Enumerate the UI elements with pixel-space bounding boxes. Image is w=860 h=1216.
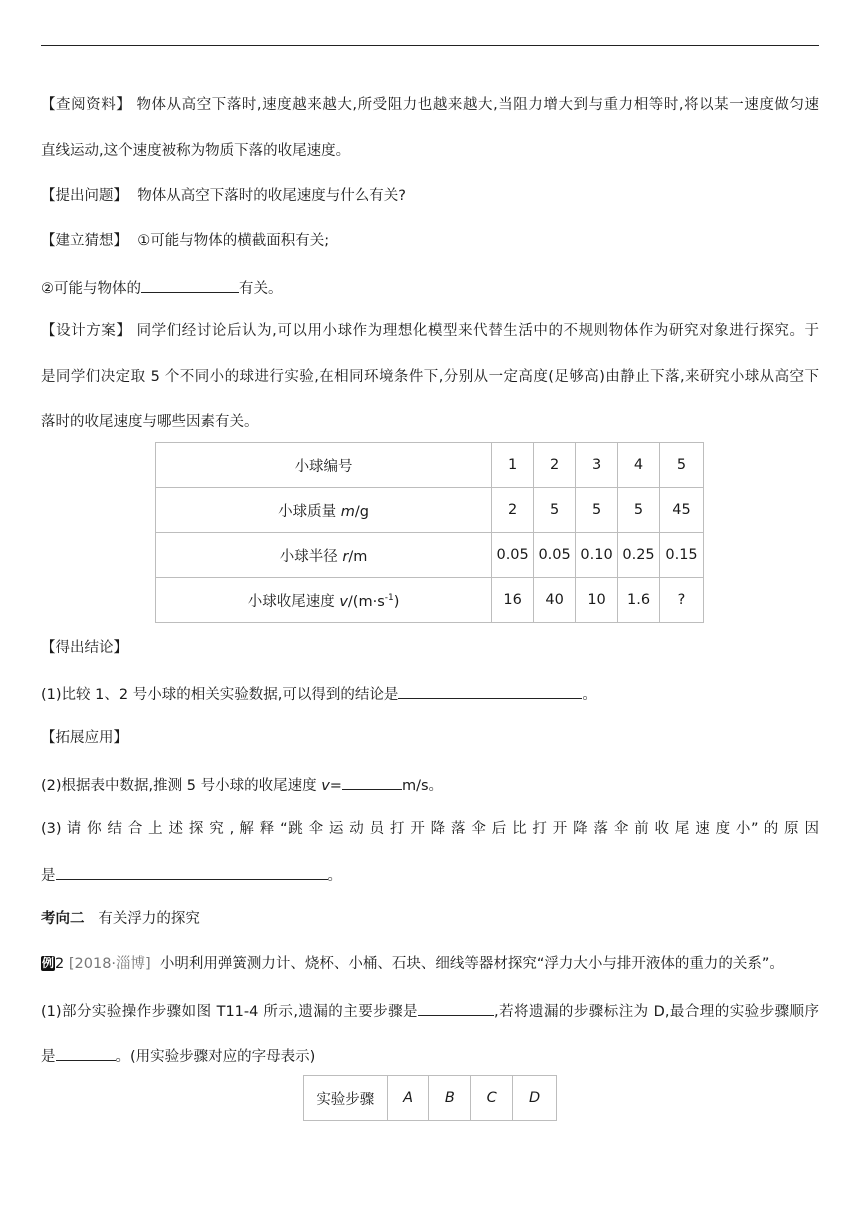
step-cell: B bbox=[429, 1076, 471, 1121]
paragraph-design-line2: 是同学们决定取 5 个不同小的球进行实验,在相同环境条件下,分别从一定高度(足够高)由静止下落,来研究小球从高空下 bbox=[41, 369, 819, 385]
question-2: (2)根据表中数据,推测 5 号小球的收尾速度 v= m/s。 bbox=[41, 774, 819, 796]
answer-blank-q4a bbox=[418, 1000, 494, 1016]
section-heading-2 bbox=[41, 909, 819, 929]
table-row bbox=[156, 443, 704, 488]
table-cell: 0.25 bbox=[618, 533, 660, 578]
table-cell: 5 bbox=[660, 443, 704, 488]
ball-data-table bbox=[155, 442, 704, 623]
table-cell: 3 bbox=[576, 443, 618, 488]
table-cell: 0.05 bbox=[534, 533, 576, 578]
section-tag-conclusion: 【得出结论】 bbox=[41, 640, 128, 656]
example-number: 2 bbox=[55, 956, 65, 972]
table-cell: 5 bbox=[576, 488, 618, 533]
question-3-line2: 是 。 bbox=[41, 864, 819, 886]
table-cell: 5 bbox=[618, 488, 660, 533]
table-row bbox=[156, 533, 704, 578]
example-source: [2018·淄博] bbox=[68, 956, 151, 972]
paragraph-design-line1: 【设计方案】 同学们经讨论后认为,可以用小球作为理想化模型来代替生活中的不规则物体作为研究对象进行探究。于 bbox=[41, 323, 820, 339]
table-cell: ? bbox=[660, 578, 704, 623]
question-4-line1: (1)部分实验操作步骤如图 T11-4 所示,遗漏的主要步骤是 ,若将遗漏的步骤标注为 D,最合理的实验步骤顺序 bbox=[41, 1000, 819, 1022]
table-cell: 40 bbox=[534, 578, 576, 623]
paragraph-research-line2: 直线运动,这个速度被称为物质下落的收尾速度。 bbox=[41, 143, 351, 159]
table-cell: 2 bbox=[534, 443, 576, 488]
table-cell: 45 bbox=[660, 488, 704, 533]
table-cell: 0.15 bbox=[660, 533, 704, 578]
section-title: 有关浮力的探究 bbox=[98, 911, 200, 927]
table-cell: 1 bbox=[492, 443, 534, 488]
answer-blank-q4b bbox=[56, 1045, 116, 1061]
example-2-intro: 例2 [2018·淄博] 小明利用弹簧测力计、烧杯、小桶、石块、细线等器材探究“浮力大小与排开液体的重力的关系”。 bbox=[42, 956, 784, 972]
paragraph-research-line1: 【查阅资料】 物体从高空下落时,速度越来越大,所受阻力也越来越大,当阻力增大到与重力相等时,将以某一速度做匀速 bbox=[41, 97, 820, 113]
answer-blank-q2 bbox=[342, 774, 402, 790]
section-label: 考向二 bbox=[41, 911, 85, 927]
table-cell: 16 bbox=[492, 578, 534, 623]
row-label: 小球收尾速度 $v/(m\cdot s^{-1})$ bbox=[156, 578, 492, 623]
paragraph-hypothesis-2: ②可能与物体的 有关。 bbox=[41, 277, 819, 299]
row-label: 小球编号 bbox=[156, 443, 492, 488]
question-1: (1)比较 1、2 号小球的相关实验数据,可以得到的结论是 。 bbox=[41, 683, 819, 705]
table-row bbox=[156, 578, 704, 623]
table-row bbox=[156, 488, 704, 533]
answer-blank-hypothesis bbox=[141, 277, 239, 293]
row-label: 小球质量 m/g bbox=[156, 488, 492, 533]
table-cell: 5 bbox=[534, 488, 576, 533]
table-cell: 4 bbox=[618, 443, 660, 488]
answer-blank-q3 bbox=[56, 864, 328, 880]
question-3-line1: (3) 请 你 结 合 上 述 探 究 , 解 释 “跳 伞 运 动 员 打 开 降 落 伞 后 比 打 开 降 落 伞 前 收 尾 速 度 小” 的 原 因 bbox=[41, 821, 819, 837]
step-cell: A bbox=[387, 1076, 429, 1121]
example-badge: 例 bbox=[42, 956, 55, 970]
answer-blank-q1 bbox=[398, 683, 582, 699]
row-label: 小球半径 r/m bbox=[156, 533, 492, 578]
step-cell: C bbox=[471, 1076, 513, 1121]
section-tag-hypothesis: 【建立猜想】 bbox=[41, 233, 128, 249]
paragraph-hypothesis: 【建立猜想】 ①可能与物体的横截面积有关; bbox=[41, 233, 330, 249]
step-cell: D bbox=[513, 1076, 557, 1121]
question-4-line2: 是 。(用实验步骤对应的字母表示) bbox=[41, 1045, 819, 1067]
table-cell: 0.05 bbox=[492, 533, 534, 578]
table-cell: 2 bbox=[492, 488, 534, 533]
table-cell: 0.10 bbox=[576, 533, 618, 578]
table-cell: 10 bbox=[576, 578, 618, 623]
header-rule bbox=[41, 45, 819, 46]
paragraph-question: 【提出问题】 物体从高空下落时的收尾速度与什么有关? bbox=[41, 188, 406, 204]
section-tag-design: 【设计方案】 bbox=[41, 323, 132, 339]
steps-label-cell: 实验步骤 bbox=[304, 1076, 388, 1121]
paragraph-design-line3: 落时的收尾速度与哪些因素有关。 bbox=[41, 414, 259, 430]
section-tag-question: 【提出问题】 bbox=[41, 188, 128, 204]
steps-table bbox=[303, 1075, 557, 1121]
section-tag-research: 【查阅资料】 bbox=[41, 97, 132, 113]
table-cell: 1.6 bbox=[618, 578, 660, 623]
section-tag-extension: 【拓展应用】 bbox=[41, 730, 128, 746]
